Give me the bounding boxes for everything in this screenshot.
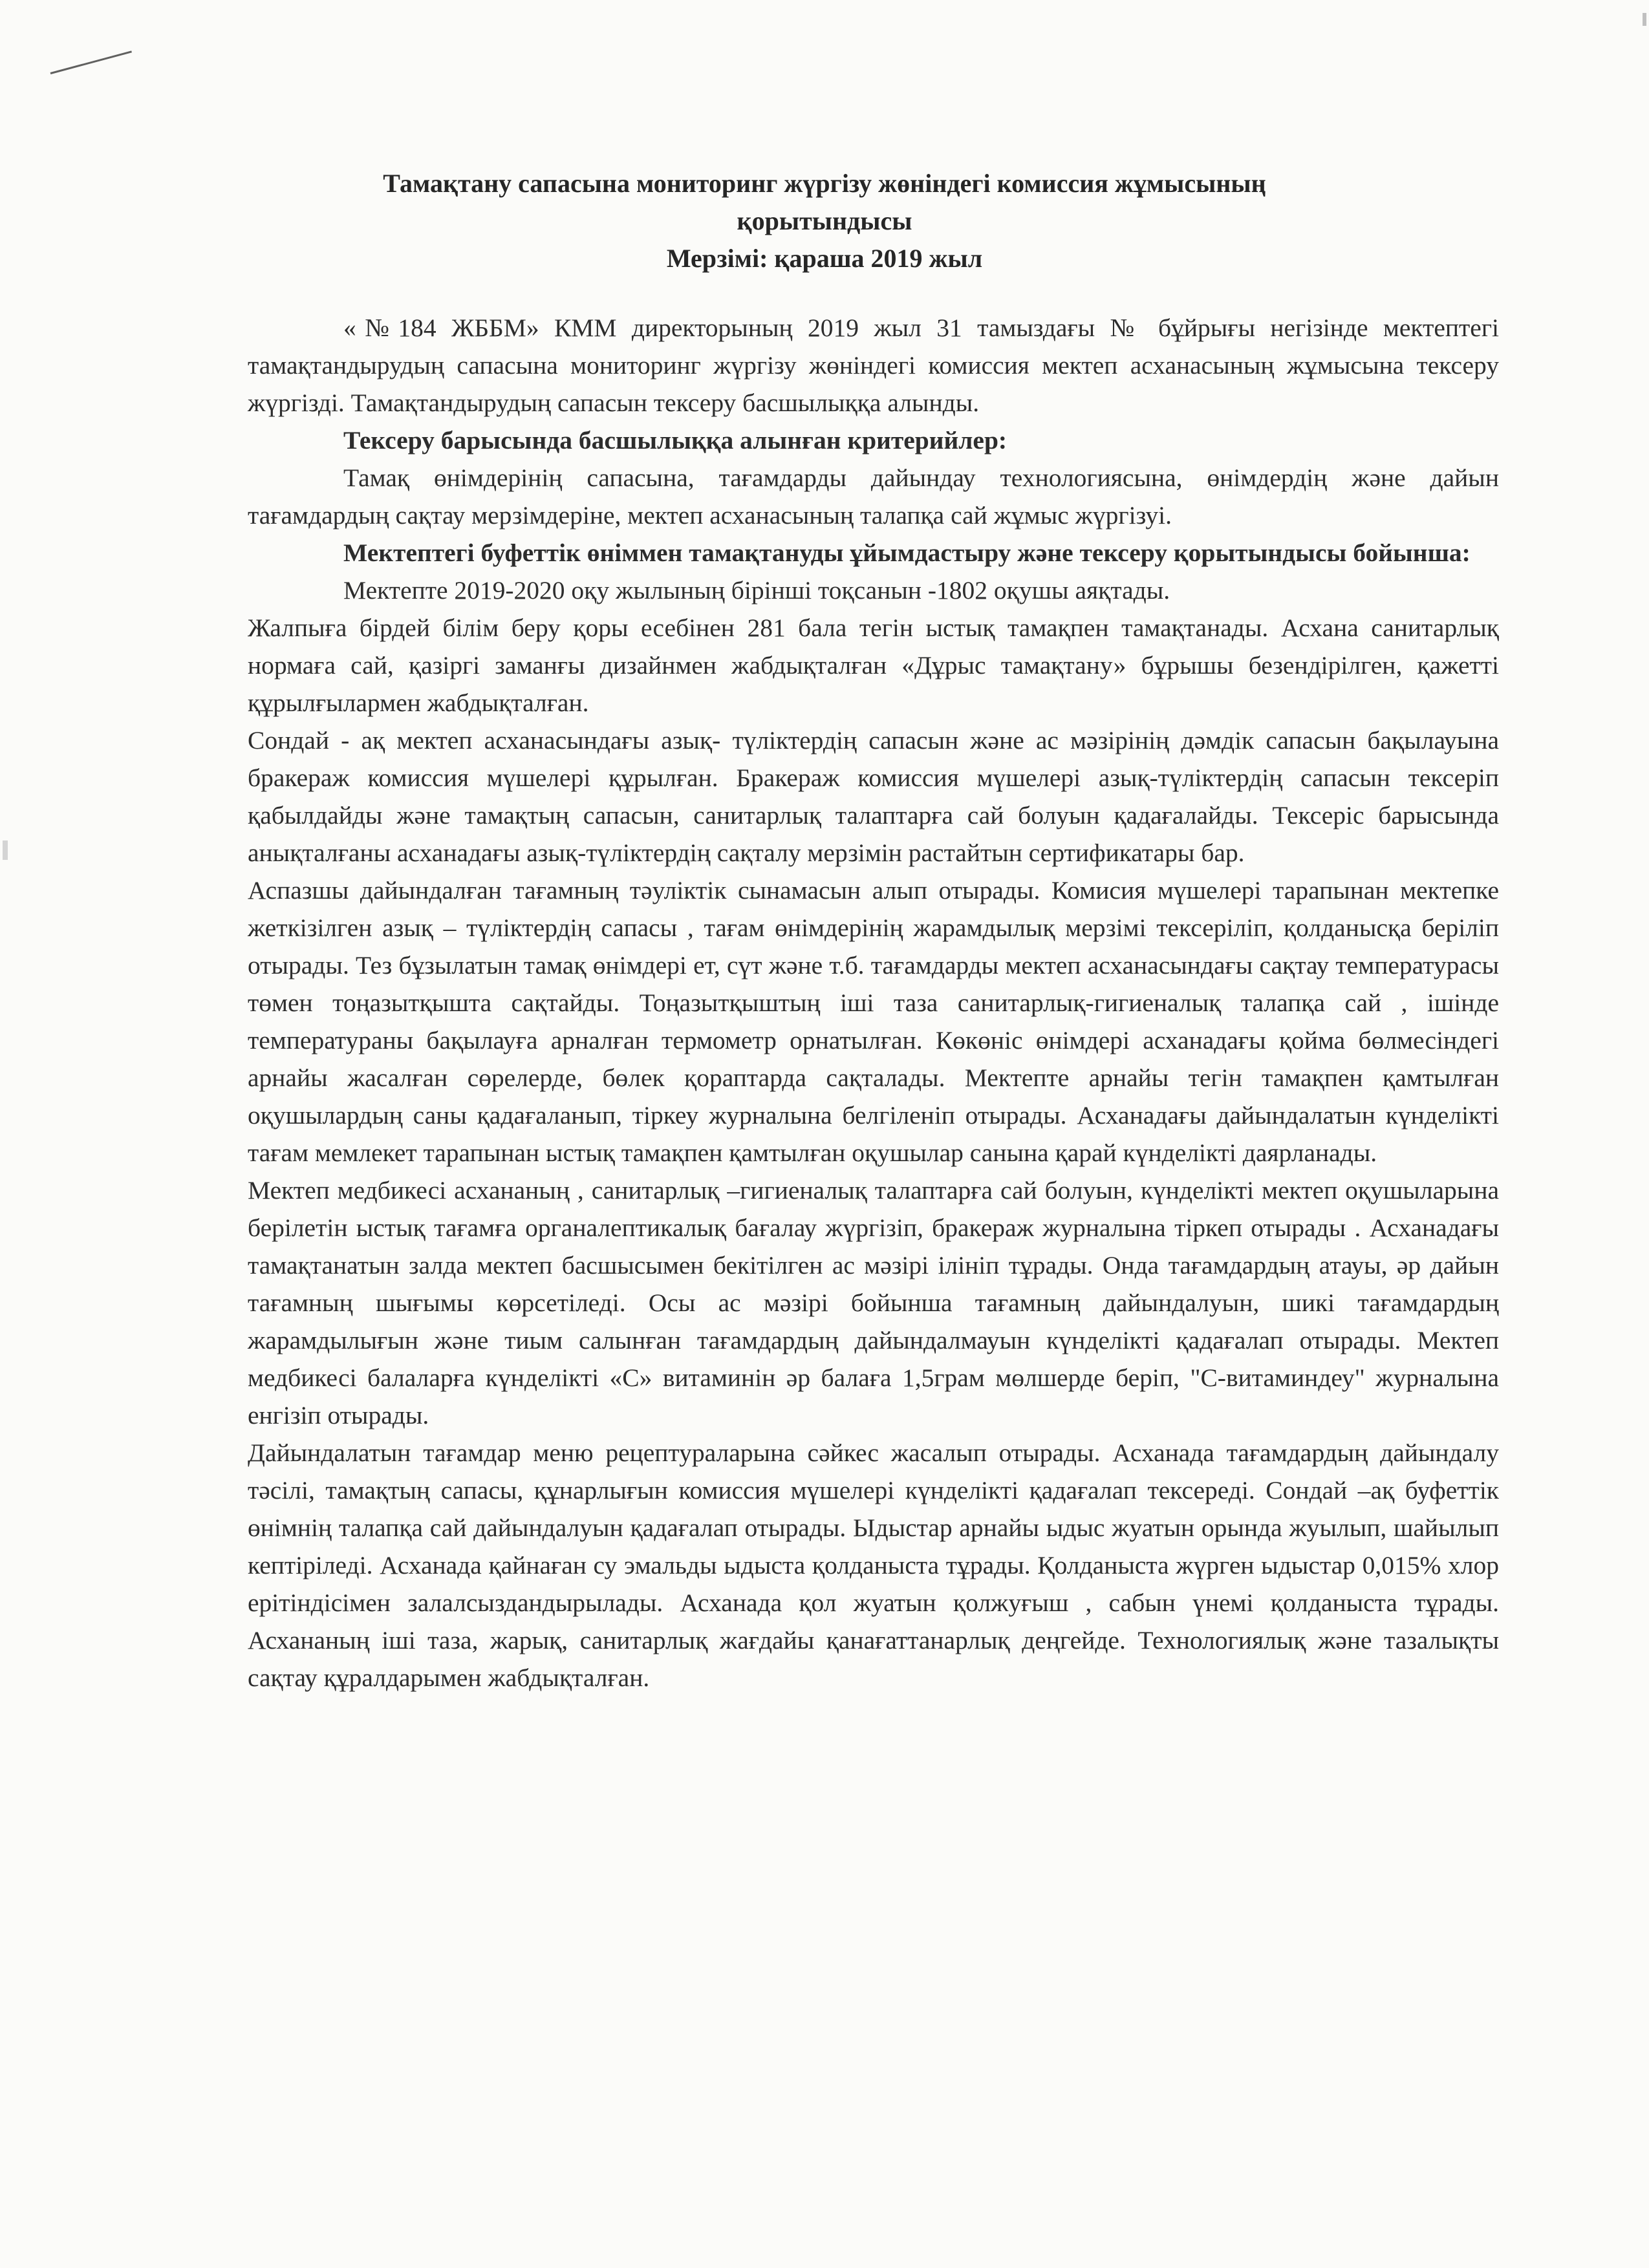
scan-speck xyxy=(1643,13,1646,26)
date-line: Мерзімі: қараша 2019 жыл xyxy=(666,244,983,273)
commission-paragraph: Сондай - ақ мектеп асханасындағы азық- түліктердің сапасын және ас мәзірінің дәмдік сапасын бақылауына бракераж комиссия мүшелері құрылған. Бракераж комиссия мүшелері азық-түліктердің сапасын тексеріп қабылдайды және тамақтың сапасын, санитарлық талаптарға сай болуын қадағалайды. Тексеріс барысында анықталғаны асханадағы азық-түліктердің сақталу мерзімін растайтын сертификатары бар. xyxy=(248,726,1499,867)
document-body xyxy=(248,309,1499,1696)
intro-paragraph: «№184 ЖББМ» КММ директорының 2019 жыл 31 тамыздағы № бұйрығы негізінде мектептегі тамақтандырудың сапасына мониторинг жүргізу жөніндегі комиссия мектеп асханасының жұмысына тексеру жүргізді. Тамақтандырудың сапасын тексеру басшылыққа алынды. xyxy=(248,314,1499,417)
free-meals-paragraph: Жалпыға бірдей білім беру қоры есебінен 281 бала тегін ыстық тамақпен тамақтанады. Асхана санитарлық нормаға сай, қазіргі заманғы дизайнмен жабдықталған «Дұрыс тамақтану» бұрышы безендірілген, қажетті құрылғылармен жабдықталған. xyxy=(248,614,1499,717)
document-header xyxy=(194,165,1455,277)
title-line-1: Тамақтану сапасына мониторинг жүргізу жөніндегі комиссия жұмысының xyxy=(383,169,1266,198)
cook-paragraph: Аспазшы дайындалған тағамның тәуліктік сынамасын алып отырады. Комисия мүшелері тарапынан мектепке жеткізілген азық – түліктердің сапасы , тағам өнімдерінің жарамдылық мерзімі тексеріліп, қолданысқа беріліп отырады. Тез бұзылатын тамақ өнімдері ет, сүт және т.б. тағамдарды мектеп асханасындағы сақтау температурасы төмен тоңазытқышта сақтайды. Тоңазытқыштың іші таза санитарлық-гигиеналық талапқа сай , ішінде температураны бақылауға арналған термометр орнатылған. Көкөніс өнімдері асханадағы қойма бөлмесіндегі арнайы жасалған сөрелерде, бөлек қораптарда сақталады. Мектепте арнайы тегін тамақпен қамтылған оқушылардың саны қадағаланып, тіркеу журналына белгіленіп отырады. Асханадағы дайындалатын күнделікті тағам мемлекет тарапынан ыстық тамақпен қамтылған оқушылар санына қарай күнделікті даярланады. xyxy=(248,876,1499,1167)
title-line-2: қорытындысы xyxy=(737,206,912,235)
buffet-heading: Мектептегі буфеттік өніммен тамақтануды ұйымдастыру және тексеру қорытындысы бойынша: xyxy=(343,539,1471,567)
pen-stroke-mark xyxy=(50,50,132,74)
criteria-paragraph: Тамақ өнімдерінің сапасына, тағамдарды дайындау технологиясына, өнімдердің және дайын тағамдардың сақтау мерзімдеріне, мектеп асханасының талапқа сай жұмыс жүргізуі. xyxy=(248,464,1499,530)
students-paragraph: Мектепте 2019-2020 оқу жылының бірінші тоқсанын -1802 оқушы аяқтады. xyxy=(343,576,1170,604)
dishes-paragraph: Дайындалатын тағамдар меню рецептураларына сәйкес жасалып отырады. Асханада тағамдардың дайындалу тәсілі, тамақтың сапасы, құнарлығын комиссия мүшелері күнделікті қадағалап тексереді. Сондай –ақ буфеттік өнімнің талапқа сай дайындалуын қадағалап отырады. Ыдыстар арнайы ыдыс жуатын орында жуылып, шайылып кептіріледі. Асханада қайнаған су эмальды ыдыста қолданыста тұрады. Қолданыста жүрген ыдыстар 0,015% хлор ерітіндісімен залалсыздандырылады. Асханада қол жуатын қолжуғыш , сабын үнемі қолданыста тұрады. Асхананың іші таза, жарық, санитарлық жағдайы қанағаттанарлық деңгейде. Технологиялық және тазалықты сақтау құралдарымен жабдықталған. xyxy=(248,1439,1499,1692)
scan-speck xyxy=(3,840,8,860)
criteria-heading: Тексеру барысында басшылыққа алынған критерийлер: xyxy=(343,426,1008,455)
nurse-paragraph: Мектеп медбикесі асхананың , санитарлық –гигиеналық талаптарға сай болуын, күнделікті мектеп оқушыларына берілетін ыстық тағамға органалептикалық бағалау жүргізіп, бракераж журналына тіркеп отырады . Асханадағы тамақтанатын залда мектеп басшысымен бекітілген ас мәзірі ілініп тұрады. Онда тағамдардың атауы, әр дайын тағамның шығымы көрсетіледі. Осы ас мәзірі бойынша тағамның дайындалуын, шикі тағамдардың жарамдылығын және тиым салынған тағамдардың дайындалмауын күнделікті қадағалап отырады. Мектеп медбикесі балаларға күнделікті «С» витаминін әр балаға 1,5грам мөлшерде беріп, "С-витаминдеу" журналына енгізіп отырады. xyxy=(248,1176,1499,1429)
